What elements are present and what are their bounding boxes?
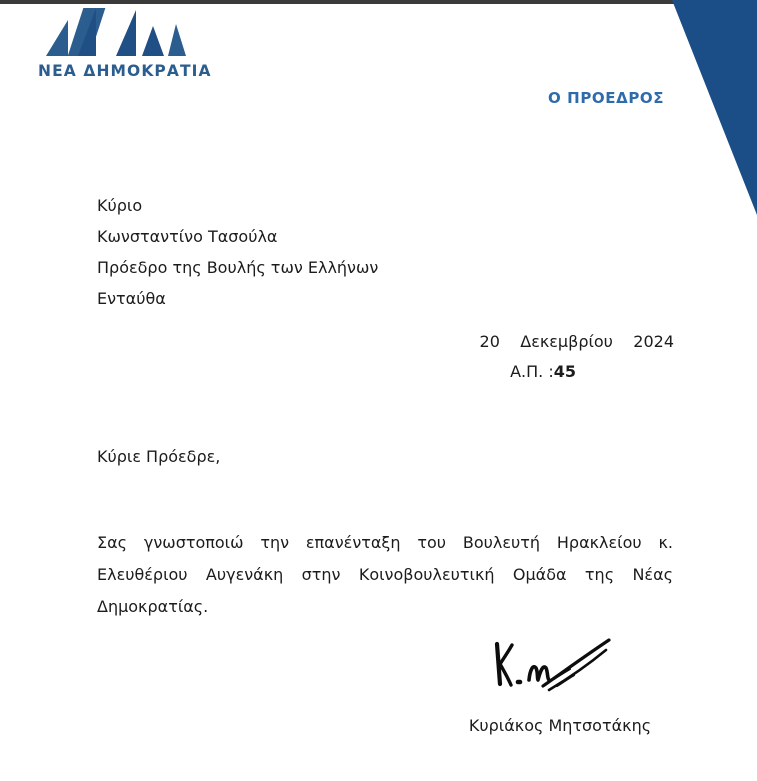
salutation: Κύριε Πρόεδρε, <box>97 447 221 466</box>
date-line: 20 Δεκεμβρίου 2024 <box>479 332 674 351</box>
addressee-line: Κωνσταντίνο Τασούλα <box>97 227 278 246</box>
nea-dimokratia-logo-icon <box>38 6 188 58</box>
reference-number: 45 <box>553 362 576 381</box>
signature-block <box>430 628 690 735</box>
date-and-reference-block <box>97 327 674 387</box>
handwritten-signature-icon <box>485 628 635 694</box>
brand-wordmark: ΝΕΑ ΔΗΜΟΚΡΑΤΙΑ <box>38 62 212 80</box>
reference-label: Α.Π. : <box>510 362 554 381</box>
addressee-line: Κύριο <box>97 196 143 215</box>
letter-body: Σας γνωστοποιώ την επανένταξη του Βουλευτή Ηρακλείου κ. Ελευθέριου Αυγενάκη στην Κοινοβουλευτική Ομάδα της Νέας Δημοκρατίας. <box>97 533 673 616</box>
signer-name: Κυριάκος Μητσοτάκης <box>468 716 652 735</box>
addressee-block <box>97 190 378 314</box>
corner-wedge-decoration <box>640 0 757 230</box>
reference-line <box>97 357 576 387</box>
brand-logo <box>38 6 212 80</box>
addressee-line: Πρόεδρο της Βουλής των Ελλήνων <box>97 258 379 277</box>
page-title: Ο ΠΡΟΕΔΡΟΣ <box>548 89 665 107</box>
addressee-line: Ενταύθα <box>97 289 166 308</box>
